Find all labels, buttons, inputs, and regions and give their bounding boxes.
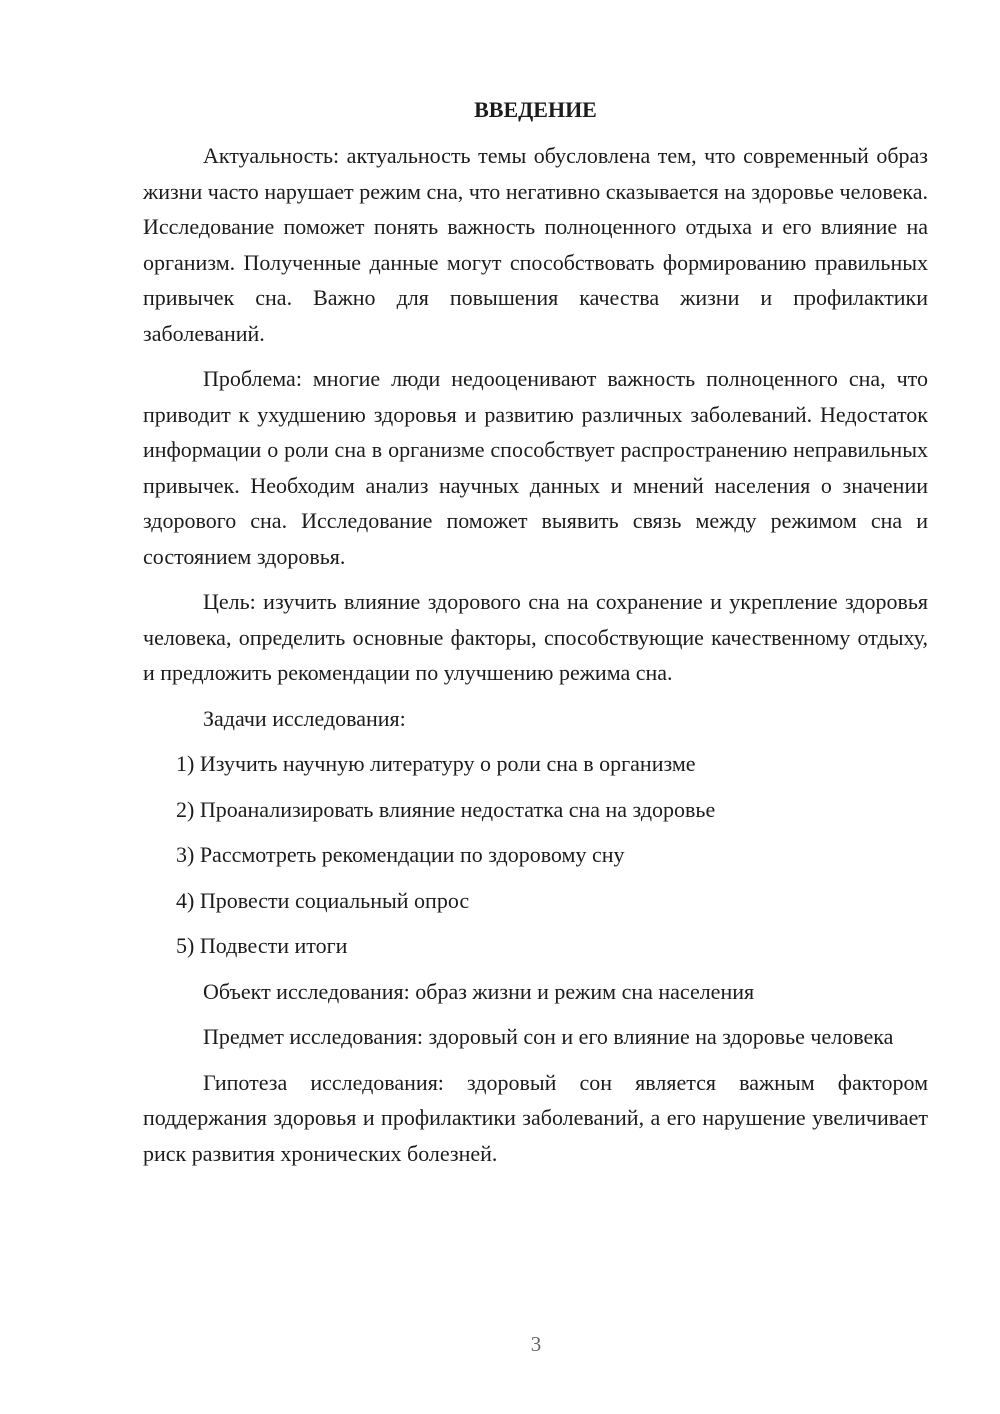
tasks-list [143, 746, 928, 964]
section-title: ВВЕДЕНИЕ [474, 97, 597, 122]
page-number: 3 [530, 1332, 542, 1356]
object-paragraph: Объект исследования: образ жизни и режим сна населения [203, 978, 755, 1004]
task-item: 2) Проанализировать влияние недостатка сна на здоровье [176, 796, 716, 822]
hypothesis-paragraph: Гипотеза исследования: здоровый сон является важным фактором поддержания здоровья и профилактики заболеваний, а его нарушение увеличивает риск развития хронических болезней. [143, 1069, 928, 1166]
goal-paragraph: Цель: изучить влияние здорового сна на сохранение и укрепление здоровья человека, определить основные факторы, способствующие качественному отдыху, и предложить рекомендации по улучшению режима сна. [143, 589, 928, 685]
task-item: 5) Подвести итоги [176, 933, 348, 958]
task-item: 3) Рассмотреть рекомендации по здоровому сну [176, 842, 625, 867]
subject-paragraph: Предмет исследования: здоровый сон и его влияние на здоровье человека [203, 1024, 894, 1049]
relevance-paragraph: Актуальность: актуальность темы обусловлена тем, что современный образ жизни часто нарушает режим сна, что негативно сказывается на здоровье человека. Исследование поможет понять важность полноценного отдыха и его влияние на организм. Полученные данные могут способствовать формированию правильных привычек сна. Важно для повышения качества жизни и профилактики заболеваний. [143, 143, 928, 346]
task-item: 4) Провести социальный опрос [176, 887, 470, 913]
page-content [143, 92, 928, 1171]
tasks-heading: Задачи исследования: [203, 705, 406, 731]
task-item: 1) Изучить научную литературу о роли сна в организме [176, 751, 696, 776]
problem-paragraph: Проблема: многие люди недооценивают важность полноценного сна, что приводит к ухудшению здоровья и развитию различных заболеваний. Недостаток информации о роли сна в организме способствует распространению неправильных привычек. Необходим анализ научных данных и мнений населения о значении здорового сна. Исследование поможет выявить связь между режимом сна и состоянием здоровья. [143, 366, 928, 569]
